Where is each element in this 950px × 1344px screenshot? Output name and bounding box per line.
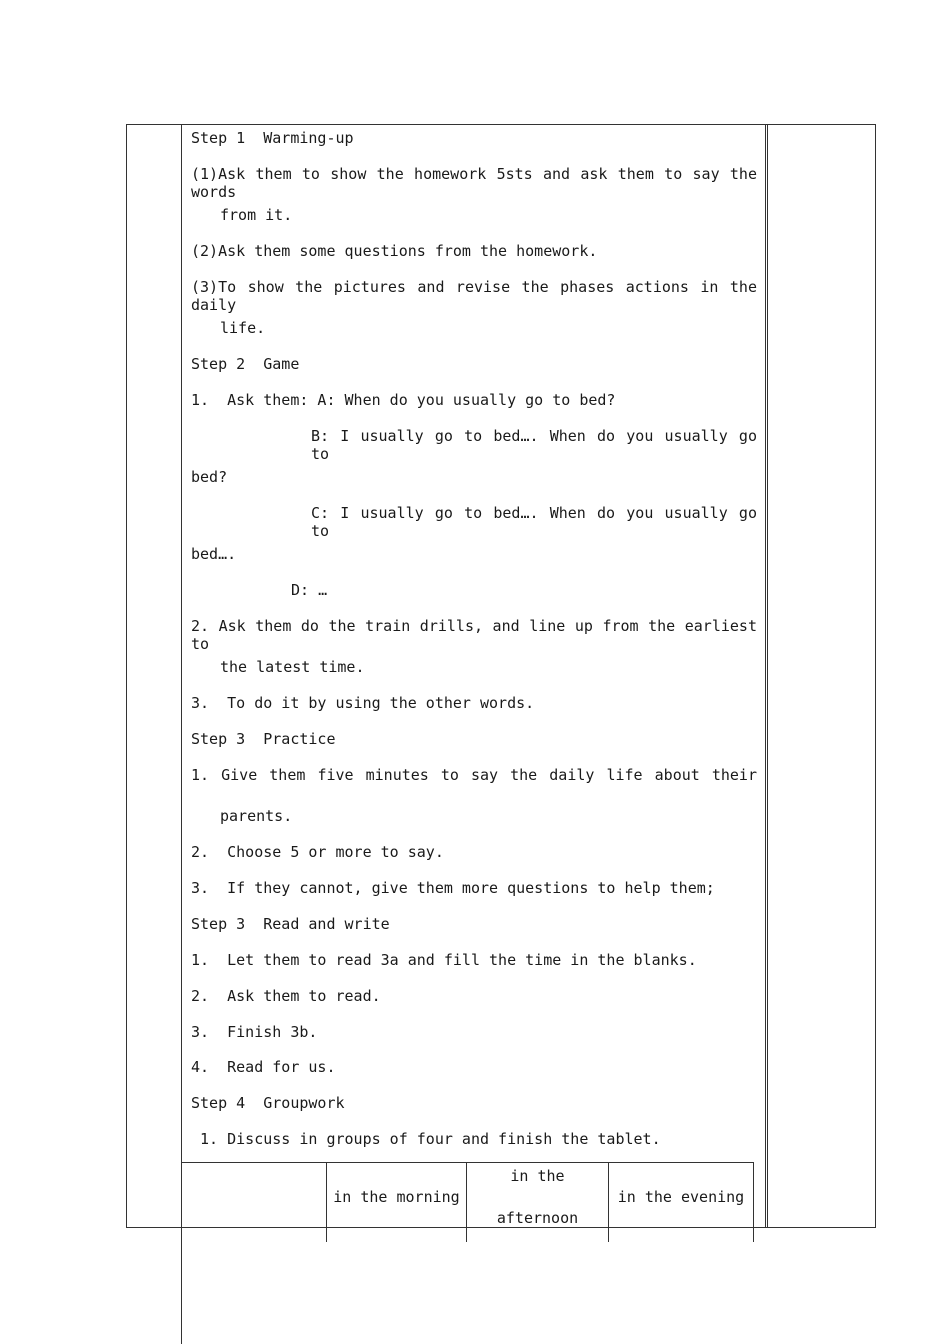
step3-item1-line2: parents. xyxy=(220,807,293,825)
step2-item1: 1. Ask them: A: When do you usually go to bed? xyxy=(191,391,616,409)
step2-item2-line2: the latest time. xyxy=(220,658,365,676)
table-divider-left xyxy=(181,124,182,1344)
step2-heading: Step 2 Game xyxy=(191,355,300,373)
step3-heading: Step 3 Practice xyxy=(191,730,336,748)
step3-read-write-item2: 2. Ask them to read. xyxy=(191,987,381,1005)
inner-table-header-afternoon-line2: afternoon xyxy=(496,1209,579,1227)
inner-table-top-border xyxy=(181,1162,754,1163)
step3-read-write-heading: Step 3 Read and write xyxy=(191,915,390,933)
step3-item3: 3. If they cannot, give them more questions to help them; xyxy=(191,879,715,897)
step3-item2: 2. Choose 5 or more to say. xyxy=(191,843,444,861)
step1-heading: Step 1 Warming-up xyxy=(191,129,354,147)
step1-item2: (2)Ask them some questions from the homework. xyxy=(191,242,598,260)
inner-table-col-line-4 xyxy=(753,1162,754,1242)
step2-dialog-c-line1: C: I usually go to bed…. When do you usually go to xyxy=(311,504,757,540)
step4-item1: 1. Discuss in groups of four and finish the tablet. xyxy=(191,1130,661,1148)
step1-item1-line2: from it. xyxy=(220,206,293,224)
inner-table-header-afternoon-line1: in the xyxy=(510,1167,565,1185)
step2-dialog-d: D: … xyxy=(291,581,328,599)
step2-dialog-b-line2: bed? xyxy=(191,468,228,486)
step3-read-write-item1: 1. Let them to read 3a and fill the time in the blanks. xyxy=(191,951,697,969)
step3-item1-line1: 1. Give them five minutes to say the daily life about their xyxy=(191,766,757,784)
step3-read-write-item3: 3. Finish 3b. xyxy=(191,1023,318,1041)
step2-item3: 3. To do it by using the other words. xyxy=(191,694,535,712)
step4-heading: Step 4 Groupwork xyxy=(191,1094,345,1112)
table-divider-right-b xyxy=(767,124,768,1228)
step1-item3-line1: (3)To show the pictures and revise the phases actions in the daily xyxy=(191,278,757,314)
inner-table-header-evening: in the evening xyxy=(617,1188,745,1206)
step2-dialog-c-line2: bed…. xyxy=(191,545,237,563)
table-divider-right-a xyxy=(765,124,766,1228)
step1-item3-line2: life. xyxy=(220,319,266,337)
inner-table-header-morning: in the morning xyxy=(333,1188,460,1206)
step2-item2-line1: 2. Ask them do the train drills, and line up from the earliest to xyxy=(191,617,757,653)
step2-dialog-b-line1: B: I usually go to bed…. When do you usually go to xyxy=(311,427,757,463)
step3-read-write-item4: 4. Read for us. xyxy=(191,1058,336,1076)
step1-item1-line1: (1)Ask them to show the homework 5sts and ask them to say the words xyxy=(191,165,757,201)
